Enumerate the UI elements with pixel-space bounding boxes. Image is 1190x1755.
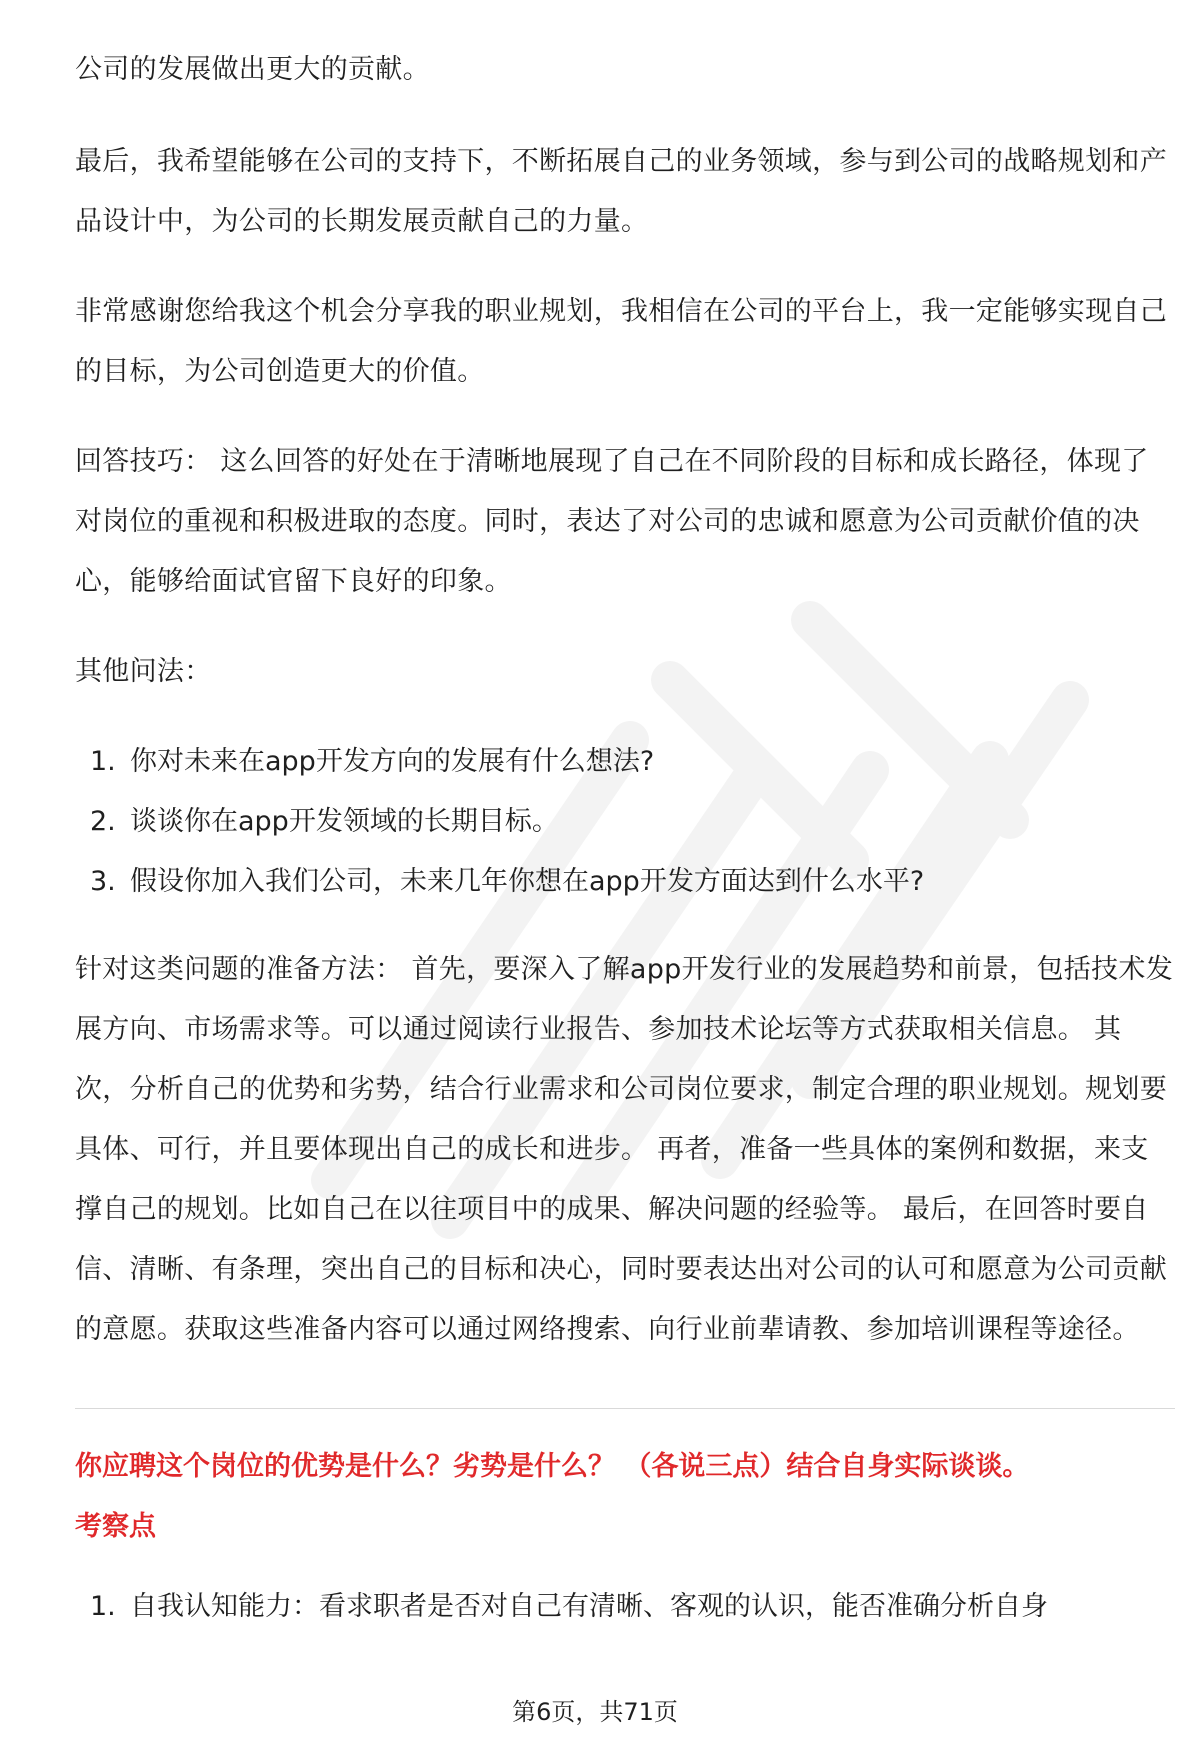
- section-subheading: 考察点: [75, 1511, 156, 1542]
- document-page: [75, 40, 1175, 1665]
- section-question-heading: 你应聘这个岗位的优势是什么？劣势是什么？ （各说三点）结合自身实际谈谈。: [75, 1451, 1030, 1482]
- page-number: 第6页，共71页: [512, 1698, 678, 1726]
- paragraph-finally: 最后，我希望能够在公司的支持下，不断拓展自己的业务领域，参与到公司的战略规划和产品设计中，为公司的长期发展贡献自己的力量。: [75, 146, 1167, 237]
- paragraph-thanks: 非常感谢您给我这个机会分享我的职业规划，我相信在公司的平台上，我一定能够实现自己的目标，为公司创造更大的价值。: [75, 296, 1167, 387]
- list-item: 2. 谈谈你在app开发领域的长期目标。: [90, 806, 559, 837]
- assessment-points-list: [75, 1577, 1175, 1637]
- list-item: 3. 假设你加入我们公司，未来几年你想在app开发方面达到什么水平?: [90, 866, 925, 897]
- paragraph-preparation-methods: 针对这类问题的准备方法： 首先，要深入了解app开发行业的发展趋势和前景，包括技术发展方向、市场需求等。可以通过阅读行业报告、参加技术论坛等方式获取相关信息。 其次，分析自己的优势和劣势，结合行业需求和公司岗位要求，制定合理的职业规划。规划要具体、可行，并且要体现出自己的成长和进步。 再者，准备一些具体的案例和数据，来支撑自己的规划。比如自己在以往项目中的成果、解决问题的经验等。 最后，在回答时要自信、清晰、有条理，突出自己的目标和决心，同时要表达出对公司的认可和愿意为公司贡献的意愿。获取这些准备内容可以通过网络搜索、向行业前辈请教、参加培训课程等途径。: [75, 954, 1174, 1345]
- list-item: 1. 自我认知能力：看求职者是否对自己有清晰、客观的认识，能否准确分析自身: [90, 1591, 1048, 1622]
- paragraph-continuation: 公司的发展做出更大的贡献。: [75, 54, 430, 85]
- other-questions-list: [75, 732, 1175, 912]
- paragraph-answer-tips: 回答技巧： 这么回答的好处在于清晰地展现了自己在不同阶段的目标和成长路径，体现了对岗位的重视和积极进取的态度。同时，表达了对公司的忠诚和愿意为公司贡献价值的决心，能够给面试官留下良好的印象。: [75, 446, 1149, 597]
- list-item: 1. 你对未来在app开发方向的发展有什么想法?: [90, 746, 655, 777]
- section-divider: [75, 1408, 1175, 1409]
- paragraph-other-questions-label: 其他问法：: [75, 656, 212, 687]
